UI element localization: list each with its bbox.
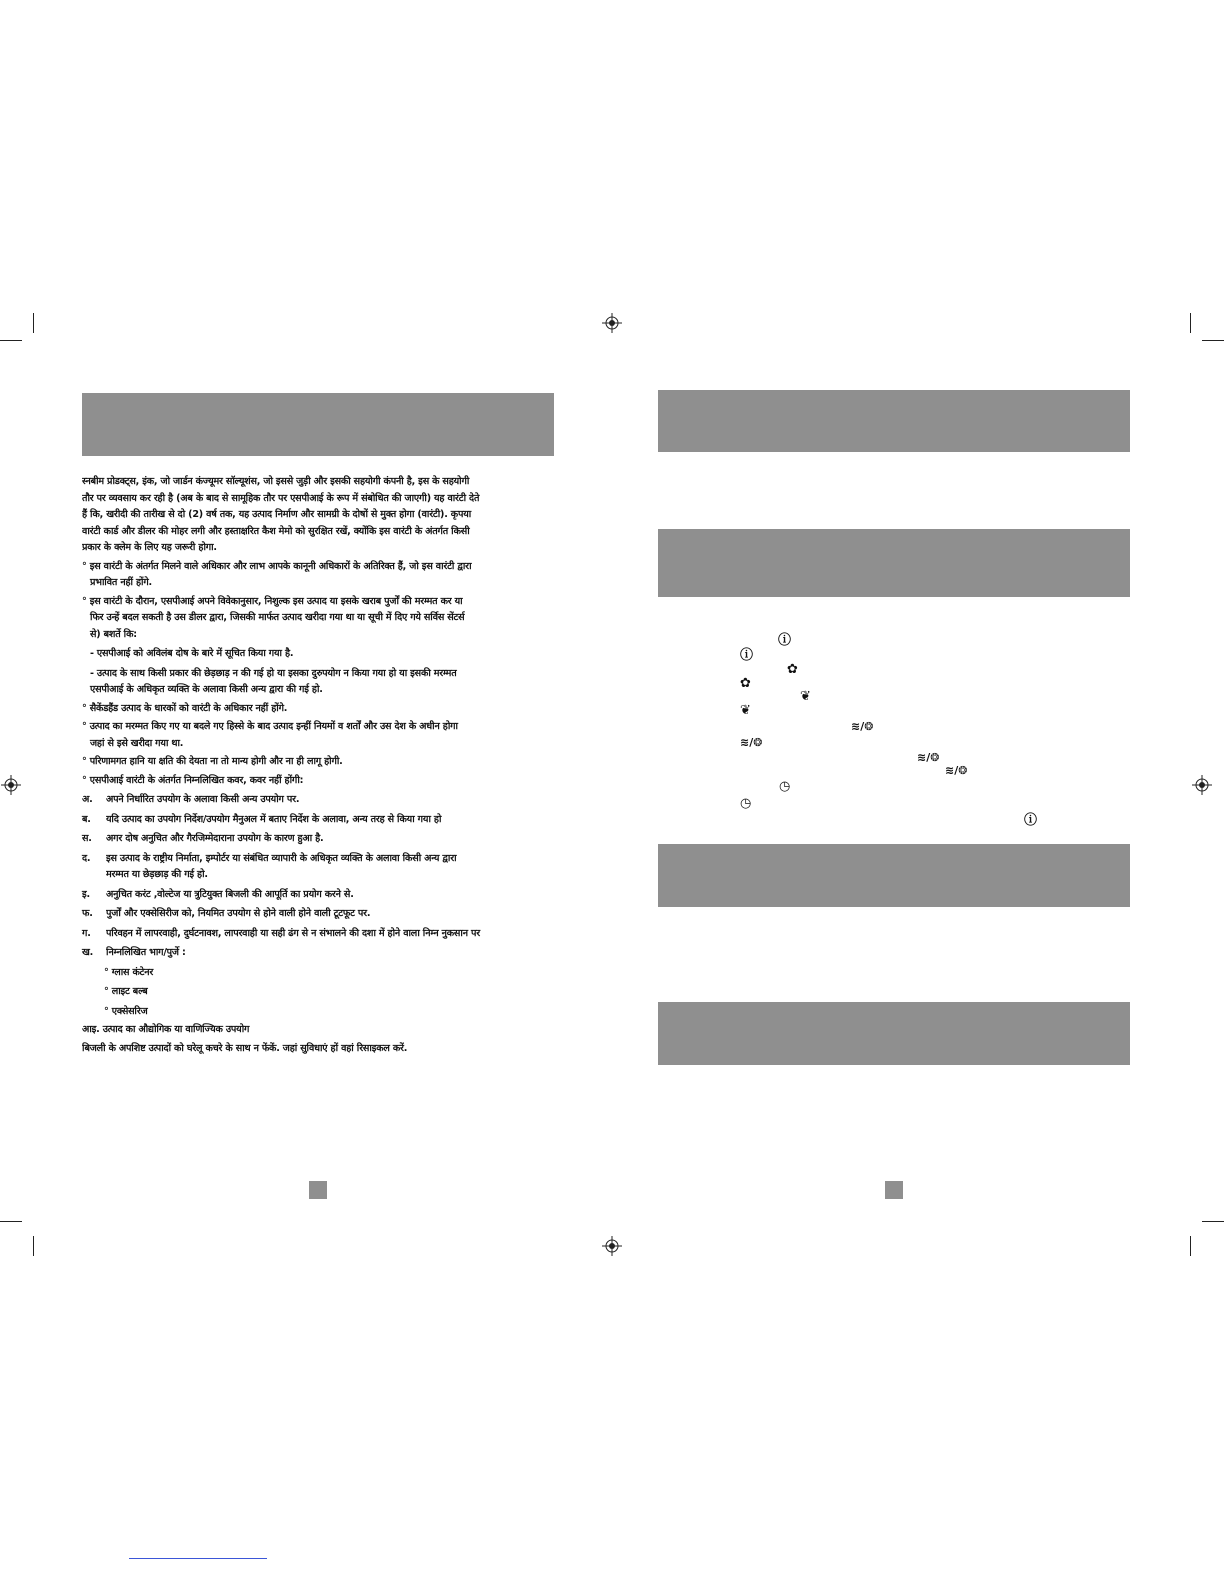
exclusion-marker: ग.: [82, 927, 91, 939]
exclusion-text: अगर दोष अनुचित और गैरजिम्मेदाराना उपयोग के कारण हुआ है.: [106, 833, 324, 844]
power-icon: ⓘ: [778, 633, 792, 648]
warranty-bullet: ° उत्पाद का मरम्मत किए गए या बदले गए हिस्से के बाद उत्पाद इन्हीं नियमों व शर्तों और उस देश के अधीन होगा: [82, 721, 458, 732]
exclusion-marker: ब.: [82, 813, 91, 825]
excluded-part: ° ग्लास कंटेनर: [104, 966, 154, 978]
speed-mode-icon: ≋/❂: [851, 720, 874, 733]
power-icon: ⓘ: [1024, 813, 1038, 828]
crop-mark: [1190, 1236, 1191, 1256]
section-header-bar: [658, 390, 1130, 452]
page-number-box: [885, 1181, 903, 1199]
exclusion-item: [82, 945, 562, 962]
timer-icon: ◷: [740, 796, 752, 811]
warranty-condition-cont: एसपीआई के अधिकृत व्यक्ति के अलावा किसी अन्य द्वारा की गई हो.: [90, 684, 323, 695]
link-underline: [129, 1558, 267, 1559]
warranty-bullet-cont: प्रभावित नहीं होंगे.: [90, 577, 152, 588]
warranty-intro-line: स्नबीम प्रोडक्ट्स, इंक, जो जार्डन कंज्यूमर सॉल्यूशंस, जो इससे जुड़ी और इसकी सहयोगी कंपनी है, इस के सहयोगी: [82, 476, 470, 487]
crop-mark: [1190, 313, 1191, 333]
exclusion-marker: द.: [82, 852, 91, 864]
crop-mark: [1202, 1221, 1224, 1222]
exclusion-item: [82, 812, 562, 829]
exclusion-text: मरम्मत या छेड़छाड़ की गई हो.: [106, 869, 208, 880]
warranty-bullet: ° सैकेंडहैंड उत्पाद के धारकों को वारंटी के अधिकार नहीं होंगे.: [82, 702, 288, 714]
section-header-bar: [658, 529, 1130, 597]
warranty-last-item: आइ. उत्पाद का औद्योगिक या वाणिज्यिक उपयोग: [82, 1024, 250, 1035]
power-icon: ⓘ: [740, 648, 754, 663]
warranty-intro-line: तौर पर व्यवसाय कर रही है (अब के बाद से सामूहिक तौर पर एसपीआई के रूप में संबोधित की जाएगी) यह वारंटी देते: [82, 492, 480, 504]
exclusion-text: अनुचित करंट ,वोल्टेज या त्रुटियुक्त बिजली की आपूर्ति का प्रयोग करने से.: [106, 888, 354, 900]
warranty-intro-line: वारंटी कार्ड और डीलर की मोहर लगी और हस्ताक्षरित कैश मेमो को सुरक्षित रखें, क्योंकि इस वारंटी के अंतर्गत किसी: [82, 525, 470, 537]
section-header-bar: [658, 844, 1130, 907]
exclusion-marker: फ.: [82, 908, 93, 919]
speed-mode-icon: ≋/❂: [740, 736, 763, 749]
warranty-bullet: ° इस वारंटी के अंतर्गत मिलने वाले अधिकार और लाभ आपके कानूनी अधिकारों के अतिरिक्त हैं, जो इस वारंटी द्वारा: [82, 560, 472, 572]
exclusion-text: इस उत्पाद के राष्ट्रीय निर्माता, इम्पोर्टर या संबंधित व्यापारी के अधिकृत व्यक्ति के अलावा किसी अन्य द्वारा: [106, 852, 457, 864]
fan-icon: ✿: [740, 676, 751, 691]
exclusion-marker: ख.: [82, 947, 94, 958]
exclusion-item: [82, 926, 562, 943]
exclusion-text: पुर्जों और एक्सेसिरीज को, नियमित उपयोग से होने वाली होने वाली टूटफूट पर.: [106, 908, 371, 919]
exclusion-text: निम्नलिखित भाग/पुर्जे :: [106, 947, 186, 958]
warranty-intro-line: हैं कि, खरीदी की तारीख से दो (2) वर्ष तक, यह उत्पाद निर्माण और सामग्री के दोषों से मुक्त होगा (वारंटी). कृपया: [82, 509, 472, 520]
warranty-bullet-cont: फिर उन्हें बदल सकती है उस डीलर द्वारा, जिसकी मार्फत उत्पाद खरीदा गया था या सूची में दिए गये सर्विस सेंटर्स: [90, 612, 465, 623]
page-number-box: [309, 1181, 327, 1199]
warranty-bullet-cont: से) बशर्ते कि:: [90, 628, 137, 640]
warranty-bullet: ° परिणामगत हानि या क्षति की देयता ना तो मान्य होगी और ना ही लागू होगी.: [82, 756, 343, 767]
registration-mark-icon: [1, 775, 21, 795]
registration-mark-icon: [1192, 775, 1212, 795]
excluded-part: ° लाइट बल्ब: [104, 986, 148, 997]
exclusion-item: [82, 906, 562, 923]
warranty-text: [82, 474, 562, 1057]
warranty-bullet: ° एसपीआई वारंटी के अंतर्गत निम्नलिखित कवर, कवर नहीं होंगी:: [82, 774, 304, 786]
crop-mark: [33, 1236, 34, 1256]
swing-icon: ❦: [740, 703, 751, 718]
warranty-bullet-cont: जहां से इसे खरीदा गया था.: [90, 737, 184, 749]
exclusion-item: [82, 792, 562, 809]
exclusion-text: यदि उत्पाद का उपयोग निर्देश/उपयोग मैनुअल में बताए निर्देश के अलावा, अन्य तरह से किया गया हो: [106, 813, 442, 825]
swing-icon: ❦: [800, 689, 811, 704]
exclusion-marker: इ.: [82, 888, 90, 900]
exclusion-text: अपने निर्धारित उपयोग के अलावा किसी अन्य उपयोग पर.: [106, 794, 300, 805]
warranty-condition: - एसपीआई को अविलंब दोष के बारे में सूचित किया गया है.: [90, 648, 294, 659]
speed-mode-icon: ≋/❂: [917, 751, 940, 764]
registration-mark-icon: [602, 313, 622, 333]
crop-mark: [0, 340, 22, 341]
crop-mark: [1202, 340, 1224, 341]
exclusion-item: [82, 887, 562, 904]
section-header-bar: [658, 1002, 1130, 1065]
exclusion-marker: स.: [82, 833, 92, 844]
warranty-bullet: ° इस वारंटी के दौरान, एसपीआई अपने विवेकानुसार, निशुल्क इस उत्पाद या इसके खराब पुर्जों की मरम्मत कर या: [82, 595, 463, 607]
warranty-header-bar: [82, 393, 554, 456]
recycle-note: बिजली के अपशिष्ट उत्पादों को घरेलू कचरे के साथ न फेंकें. जहां सुविधाएं हों वहां रिसाइकल करें.: [82, 1042, 408, 1054]
excluded-part: ° एक्सेसरिज: [104, 1005, 148, 1017]
exclusion-item: [82, 851, 562, 884]
warranty-condition: - उत्पाद के साथ किसी प्रकार की छेड़छाड़ न की गई हो या इसका दुरुपयोग न किया गया हो या इसकी मरम्मत: [90, 667, 457, 679]
crop-mark: [0, 1221, 22, 1222]
exclusion-text: परिवहन में लापरवाही, दुर्घटनावश, लापरवाही या सही ढंग से न संभालने की दशा में होने वाला निम्न नुकसान पर: [106, 927, 480, 939]
exclusion-item: [82, 831, 562, 848]
warranty-intro-line: प्रकार के क्लेम के लिए यह जरूरी होगा.: [82, 542, 217, 553]
timer-icon: ◷: [779, 779, 791, 794]
fan-icon: ✿: [787, 662, 798, 677]
exclusion-marker: अ.: [82, 794, 93, 805]
crop-mark: [33, 313, 34, 333]
speed-mode-icon: ≋/❂: [945, 764, 968, 777]
registration-mark-icon: [602, 1236, 622, 1256]
